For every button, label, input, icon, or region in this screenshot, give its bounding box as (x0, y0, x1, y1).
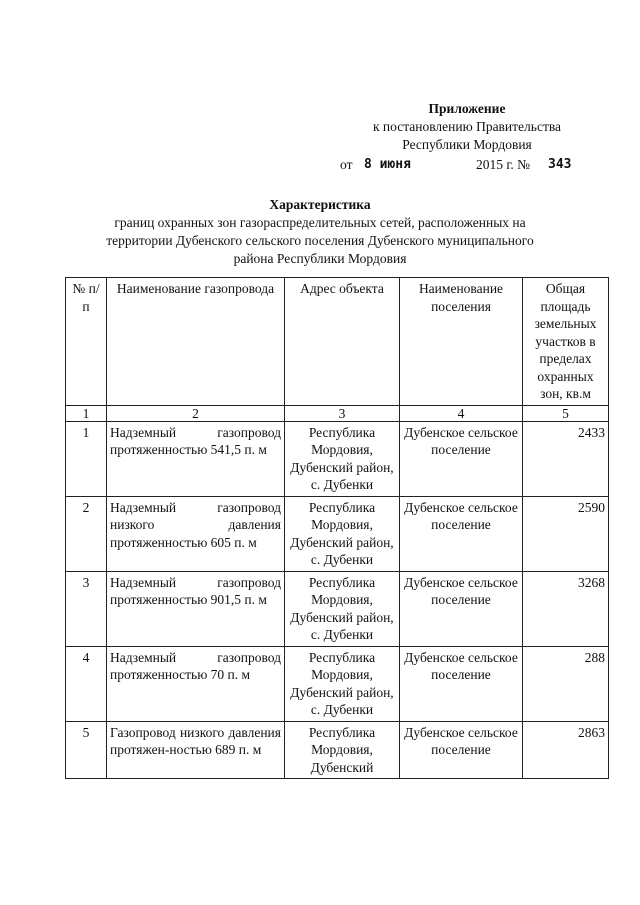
object-address: Республика Мордовия, Дубенский район, с. Дубенки (285, 496, 400, 571)
appendix-line-2: Республики Мордовия (402, 137, 532, 152)
area-value: 3268 (523, 571, 609, 646)
pipeline-name: Надземный газопровод низкого давления протяженностью 605 п. м (107, 496, 285, 571)
heading-line-3: района Республики Мордовия (233, 251, 407, 266)
row-number: 3 (66, 571, 107, 646)
appendix-date-line (340, 156, 582, 174)
row-number: 4 (66, 646, 107, 721)
table-header-row (66, 278, 609, 406)
column-number-row (66, 405, 609, 421)
pipeline-name: Надземный газопровод протяженностью 901,5 п. м (107, 571, 285, 646)
object-address: Республика Мордовия, Дубенский район, с. Дубенки (285, 571, 400, 646)
appendix-title: Приложение (428, 101, 506, 116)
settlement-name: Дубенское сельское поселение (400, 646, 523, 721)
table-row (66, 721, 609, 779)
document-title: Характеристика (269, 197, 371, 212)
area-value: 288 (523, 646, 609, 721)
area-value: 2433 (523, 421, 609, 496)
settlement-name: Дубенское сельское поселение (400, 496, 523, 571)
object-address: Республика Мордовия, Дубенский район, с. Дубенки (285, 646, 400, 721)
header-address: Адрес объекта (285, 278, 400, 406)
settlement-name: Дубенское сельское поселение (400, 571, 523, 646)
table-row (66, 421, 609, 496)
pipeline-name: Газопровод низкого давления протяжен-ностью 689 п. м (107, 721, 285, 779)
row-number: 1 (66, 421, 107, 496)
table-row (66, 571, 609, 646)
header-settlement: Наименование поселения (400, 278, 523, 406)
appendix-block (340, 100, 582, 174)
col-number-cell: 4 (400, 405, 523, 421)
date-prefix: от (340, 157, 353, 172)
col-number-cell: 2 (107, 405, 285, 421)
col-number-cell: 1 (66, 405, 107, 421)
area-value: 2590 (523, 496, 609, 571)
area-value: 2863 (523, 721, 609, 779)
row-number: 5 (66, 721, 107, 779)
object-address: Республика Мордовия, Дубенский район, с. Дубенки (285, 421, 400, 496)
table-row (66, 496, 609, 571)
heading-line-1: границ охранных зон газораспределительных сетей, расположенных на (114, 215, 526, 230)
pipeline-name: Надземный газопровод протяженностью 541,5 п. м (107, 421, 285, 496)
year-text: 2015 г. № (476, 157, 531, 172)
zones-table (65, 277, 609, 779)
appendix-line-1: к постановлению Правительства (372, 119, 562, 134)
header-pipeline-name: Наименование газопровода (107, 278, 285, 406)
date-handwritten: 8 июня (364, 157, 411, 172)
settlement-name: Дубенское сельское поселение (400, 721, 523, 779)
pipeline-name: Надземный газопровод протяженностью 70 п. м (107, 646, 285, 721)
table-row (66, 646, 609, 721)
settlement-name: Дубенское сельское поселение (400, 421, 523, 496)
col-number-cell: 3 (285, 405, 400, 421)
object-address: Республика Мордовия, Дубенский (285, 721, 400, 779)
heading-line-2: территории Дубенского сельского поселения Дубенского муниципального (106, 233, 534, 248)
document-heading (0, 196, 640, 268)
row-number: 2 (66, 496, 107, 571)
header-area: Общая площадь земельных участков в пределах охранных зон, кв.м (523, 278, 609, 406)
col-number-cell: 5 (523, 405, 609, 421)
header-number: № п/п (66, 278, 107, 406)
order-number: 343 (548, 157, 572, 172)
